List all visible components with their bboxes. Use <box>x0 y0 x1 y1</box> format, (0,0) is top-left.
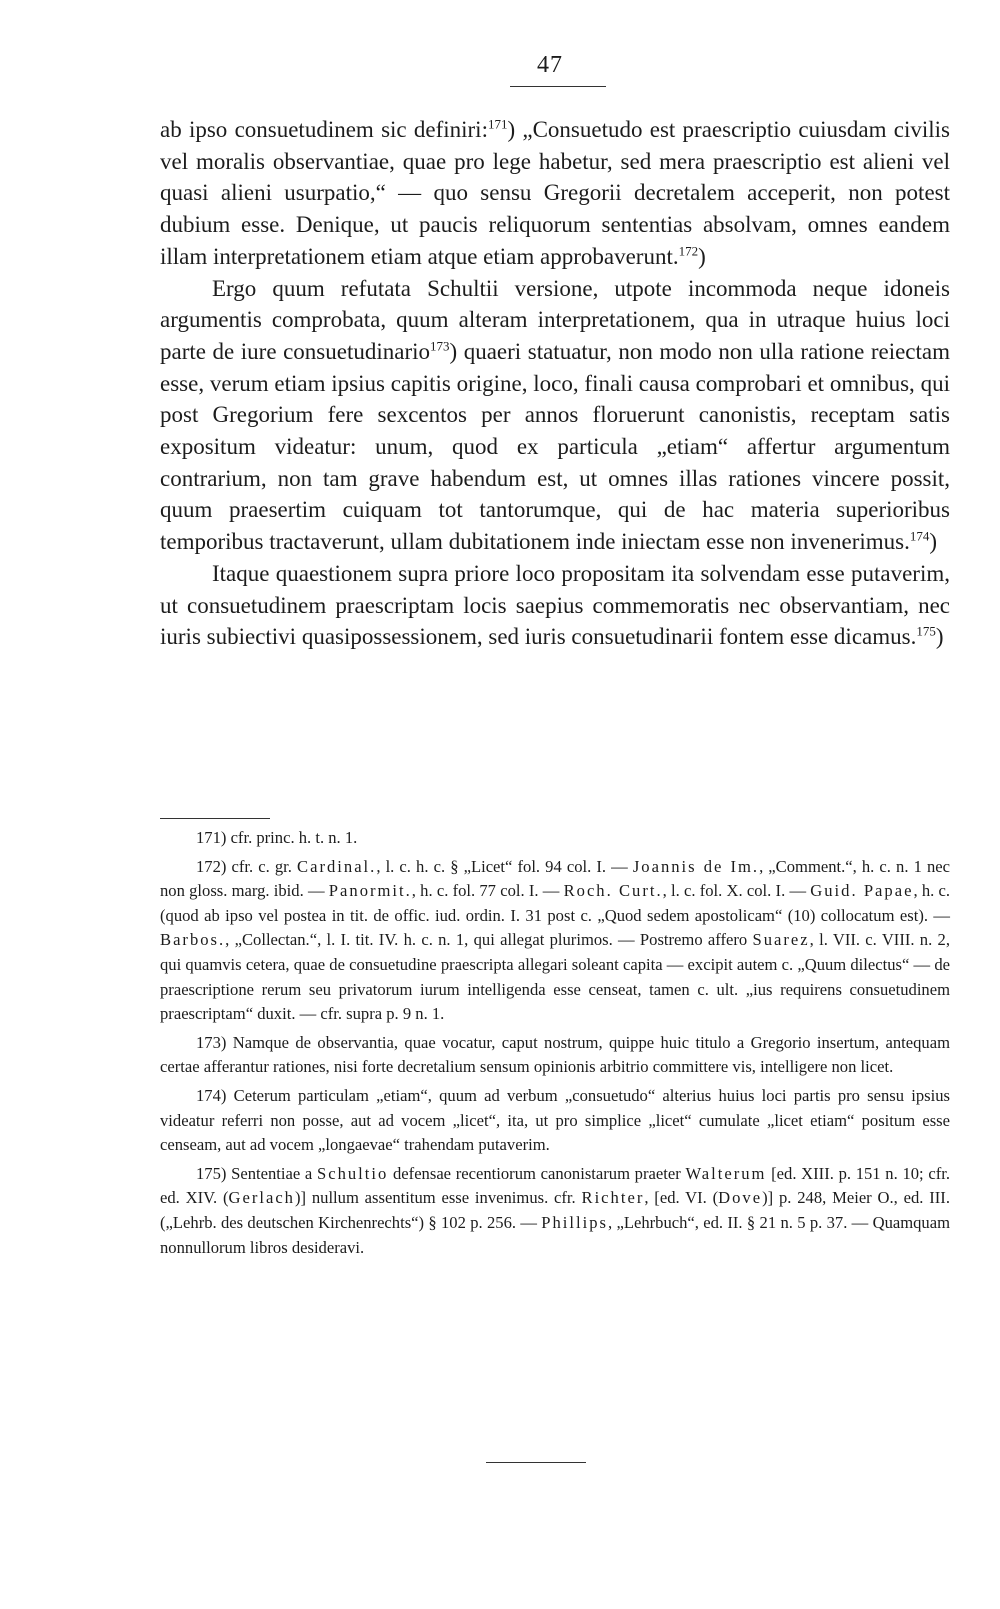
spaced-name: Schultio <box>316 1163 389 1183</box>
footnote-ref[interactable]: 171 <box>487 116 508 132</box>
spaced-name: Phillips <box>541 1212 608 1232</box>
paragraph <box>160 114 950 273</box>
text-run: ) „Consuetudo est praescriptio cuiusdam civilis vel moralis observantiae, quae pro lege habetur, sed mera praescriptio est alieni vel quasi alieni usurpatio,“ — quo sensu Gregorii decretalem acceperit, non potest dubium esse. Denique, ut paucis reliquorum sententias absolvam, omnes eandem illam interpretationem etiam atque etiam approbaverunt. <box>160 117 950 269</box>
footnote-ref[interactable]: 172 <box>678 243 699 259</box>
page-number-rule <box>510 86 606 87</box>
text-run: , „Comment.“, h. c. n. 1 nec non gloss. marg. ibid. — <box>160 856 950 901</box>
footnote-ref[interactable]: 174 <box>909 528 930 544</box>
text-run: 173) Namque de observantia, quae vocatur, caput nostrum, quippe huic titulo a Gregorio insertum, antequam certae afferantur rationes, nisi forte decretalium sensum opinionis arbitrio committere vis, intelligere non licet. <box>160 1032 950 1077</box>
text-run: ) <box>698 243 706 269</box>
text-run: Ergo quum refutata Schultii versione, utpote incommoda neque idoneis argumentis comprobata, quum alteram interpretationem, qua in utraque huius loci parte de iure consuetudinario <box>160 275 950 364</box>
spaced-name: Roch. Curt. <box>563 881 663 901</box>
end-rule <box>486 1462 586 1463</box>
spaced-name: Guid. Papae <box>810 881 914 901</box>
paragraph <box>160 558 950 653</box>
text-run: 174) Ceterum particulam „etiam“, quum ad verbum „consuetudo“ alterius huius loci partis pro sensu ipsius videatur referri non posse, aut ad vocem „licet“, ita, ut pro simplice „licet“ cumulate „licet etiam“ positum esse censeam, aut ad vocem „longaevae“ trahendam putaverim. <box>160 1085 950 1155</box>
spaced-name: Cardinal. <box>297 856 377 876</box>
text-run: )] p. 248, Meier O., ed. III. („Lehrb. des deutschen Kirchenrechts“) § 102 p. 256. — <box>160 1188 950 1232</box>
spaced-name: Panormit. <box>328 881 412 901</box>
text-run: , l. c. h. c. § „Licet“ fol. 94 col. I. — <box>376 856 633 876</box>
footnote <box>160 826 950 851</box>
spaced-name: Barbos. <box>160 930 226 950</box>
text-run: ) quaeri statuatur, non modo non ulla ratione reiectam esse, verum etiam ipsius capitis origine, loco, finali causa comprobari et omnibus, qui post Gregorium fere sexcentos per annos floruerunt canonistis, receptam satis expositum videatur: unum, quod ex particula „etiam“ affertur argumentum contrarium, non tam grave habendum est, ut omnes illas rationes vincere possit, quum praesertim cuiquam tot tantorumque, qui de hac materia superioribus temporibus tractaverunt, ullam dubitationem inde iniectam esse non invenerimus. <box>160 338 950 555</box>
spaced-name: Walterum <box>685 1163 767 1183</box>
text-run: 171) cfr. princ. h. t. n. 1. <box>196 828 358 847</box>
paragraph <box>160 273 950 558</box>
main-text <box>160 114 950 653</box>
text-run: 172) cfr. c. gr. <box>196 856 298 876</box>
footnote <box>160 1162 950 1260</box>
footnote <box>160 855 950 1027</box>
footnote-ref[interactable]: 173 <box>430 338 450 354</box>
text-run: )] nullum assentitum esse invenimus. cfr. <box>294 1188 582 1208</box>
footnote-separator <box>160 818 270 819</box>
text-run: , h. c. fol. 77 col. I. — <box>411 881 564 901</box>
footnotes <box>160 826 950 1264</box>
text-run: defensae recentiorum canonistarum praeter <box>388 1163 686 1183</box>
text-run: ) <box>935 624 944 650</box>
spaced-name: Gerlach <box>228 1188 295 1208</box>
text-run: Itaque quaestionem supra priore loco propositam ita solvendam esse putaverim, ut consuetudinem praescriptam locis saepius commemoratis nec observantiam, nec iuris subiectivi quasipossessionem, sed iuris consuetudinarii fontem esse dicamus. <box>160 560 950 650</box>
text-run: , l. VII. c. VIII. n. 2, qui quamvis cetera, quae de consuetudine praescripta allegari soleant capita — excipit autem c. „Quum dilectus“ — de praescriptione rerum seu privatorum iurum intelligenda esse censeat, tamen c. ult. „ius requirens consuetudinem praescriptam“ duxit. — cfr. supra p. 9 n. 1. <box>160 930 950 1024</box>
text-run: , [ed. VI. ( <box>644 1188 719 1208</box>
footnote <box>160 1031 950 1080</box>
page-number: 47 <box>537 52 563 78</box>
text-run: ab ipso consuetudinem sic definiri: <box>160 117 488 142</box>
spaced-name: Suarez <box>752 930 810 950</box>
text-run: , „Lehrbuch“, ed. II. § 21 n. 5 p. 37. — Quamquam nonnullorum libros desideravi. <box>160 1212 950 1257</box>
spaced-name: Joannis de Im. <box>632 856 760 876</box>
text-run: [ed. XIII. p. 151 n. 10; cfr. ed. XIV. ( <box>160 1163 950 1208</box>
text-run: ) <box>929 529 938 555</box>
footnote <box>160 1084 950 1158</box>
text-run: , l. c. fol. X. col. I. — <box>662 881 811 901</box>
text-run: , „Collectan.“, l. I. tit. IV. h. c. n. 1, qui allegat plurimos. — Postremo affero <box>225 930 753 950</box>
spaced-name: Richter <box>581 1188 645 1208</box>
spaced-name: Dove <box>718 1188 763 1208</box>
text-run: 175) Sententiae a <box>196 1163 317 1183</box>
footnote-ref[interactable]: 175 <box>916 623 936 639</box>
text-run: , h. c. (quod ab ipso vel postea in tit. de offic. iud. ordin. I. 31 post c. „Quod sedem apostolicam“ (10) collocatum est). — <box>160 881 951 925</box>
